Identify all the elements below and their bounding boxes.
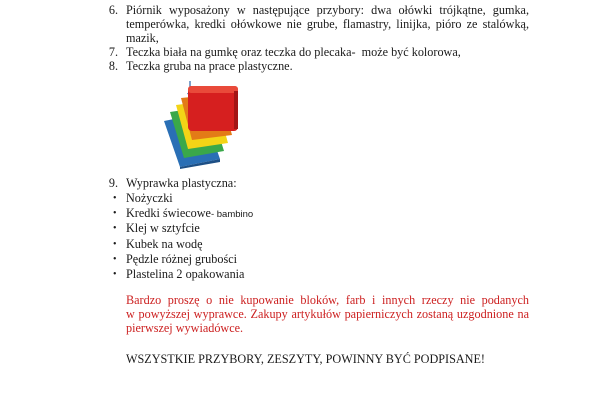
list-item-text: Wyprawka plastyczna: [126, 176, 237, 190]
list-number: 7. [108, 45, 118, 59]
stacked-folders-image [158, 79, 244, 169]
list-item-line: mazik, [126, 31, 159, 45]
supplies-list [113, 191, 254, 282]
list-item-text: Teczka gruba na prace plastyczne. [126, 59, 293, 73]
list-item-text: Teczka biała na gumkę oraz teczka do plecaka- może być kolorowa, [126, 45, 461, 59]
final-note: WSZYSTKIE PRZYBORY, ZESZYTY, POWINNY BYĆ PODPISANE! [126, 352, 485, 366]
bullet-icon: • [113, 268, 117, 280]
list-item-line: temperówka, kredki ołówkowe nie grube, flamastry, linijka, pióro ze stalówką, [126, 17, 529, 31]
list-item-line: Piórnik wyposażony w następujące przybory: dwa ołówki trójkątne, gumka, [126, 3, 529, 17]
supply-item: • Nożyczki [113, 191, 173, 205]
red-note [126, 293, 529, 336]
note-line: pierwszej wywiadówce. [126, 321, 244, 336]
bullet-icon: • [113, 208, 117, 220]
bullet-icon: • [113, 223, 117, 235]
note-line: Bardzo proszę o nie kupowanie bloków, farb i innych rzeczy nie podanych [126, 293, 529, 307]
supply-item: • Klej w sztyfcie [113, 221, 200, 236]
folder-red [188, 86, 238, 131]
list-number: 9. [108, 176, 118, 190]
list-number: 8. [108, 59, 118, 73]
list-item-9 [0, 176, 600, 192]
list-item-8 [0, 59, 600, 75]
supply-item: • Plastelina 2 opakowania [113, 266, 245, 281]
supply-item: • Kubek na wodę [113, 236, 203, 251]
list-item-6 [0, 3, 600, 47]
supply-item: • Pędzle różnej grubości [113, 251, 238, 266]
supply-item-suffix: - bambino [210, 209, 254, 221]
list-number: 6. [108, 3, 118, 17]
bullet-icon: • [113, 253, 117, 265]
bullet-icon: • [113, 238, 117, 250]
bullet-icon: • [113, 193, 117, 204]
note-line: w powyższej wyprawce. Zakupy artykułów papierniczych zostaną uzgodnione na [126, 307, 529, 322]
supply-item: • Kredki świecowe- bambino [113, 206, 254, 221]
